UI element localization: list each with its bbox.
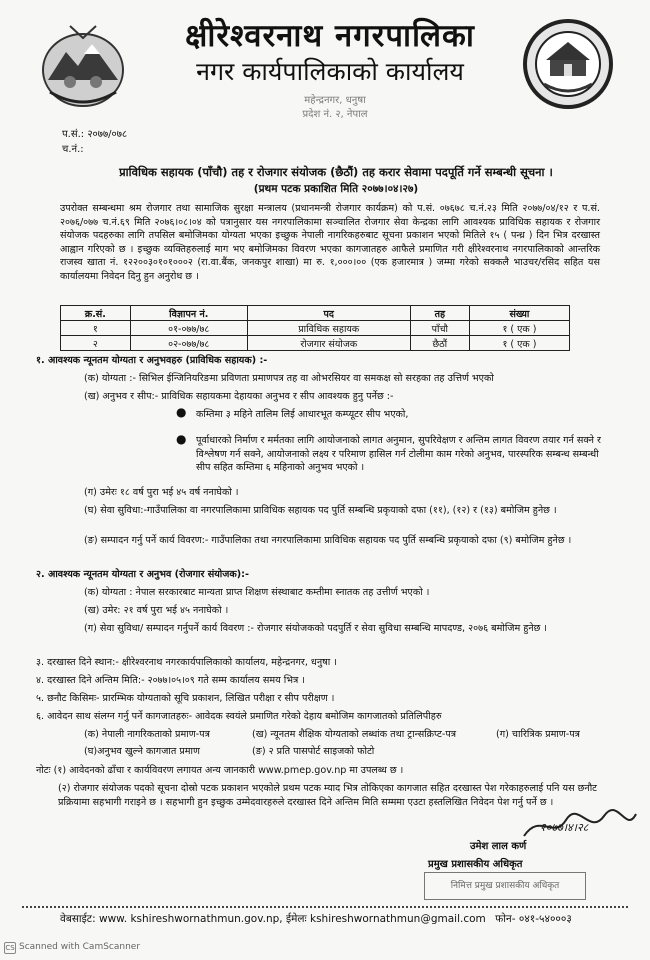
ps-value: २०७७/०७८ bbox=[87, 129, 128, 140]
table-cell: १ bbox=[61, 321, 131, 336]
application-place: ३. दरखास्त दिने स्थान:- क्षीरेश्वरनाथ नगरकार्यपालिकाको कार्यालय, महेन्द्रनगर, धनुषा । bbox=[36, 657, 337, 668]
table-cell: १ ( एक ) bbox=[469, 336, 569, 351]
office-subtitle: नगर कार्यपालिकाको कार्यालय bbox=[196, 57, 464, 86]
table-header: संख्या bbox=[469, 306, 569, 321]
section1-qualification: (क) योग्यता :- सिभिल ईन्जिनियरिङमा प्रविणता प्रमाणपत्र तह वा ओभरसियर वा समकक्ष सो सरहका तह उत्तिर्ण भएको bbox=[84, 373, 494, 384]
notice-title: प्राविधिक सहायक (पाँचौ) तह र रोजगार संयोजक (छैठौं) तह करार सेवामा पदपूर्ति गर्ने सम्बन्धी सूचना । bbox=[119, 165, 553, 179]
selection-method: ५. छनौट किसिमः- प्रारम्भिक योग्यताको सूचि प्रकाशन, लिखित परीक्षा र सीप परीक्षण । bbox=[36, 693, 335, 704]
email-link[interactable]: kshireshwornathmun@gmail.com bbox=[310, 913, 486, 925]
vacancy-table bbox=[60, 305, 570, 351]
doc-transcript: (ख) न्यूनतम शैक्षिक योग्यताको लब्धांक तथा ट्रान्सक्रिप्ट-पत्र bbox=[252, 729, 457, 740]
website-link[interactable]: www. kshireshwornathmun.gov.np, bbox=[98, 913, 283, 925]
nepal-emblem-icon bbox=[40, 22, 126, 108]
table-header: तह bbox=[410, 306, 469, 321]
ps-label: प.सं.: bbox=[62, 129, 85, 140]
section2-heading: २. आवश्यक न्यूनतम योग्यता र अनुभव (रोजगार संयोजक):- bbox=[36, 569, 249, 580]
table-row bbox=[61, 336, 570, 351]
letter-number bbox=[62, 126, 127, 140]
section1-heading: १. आवश्यक न्यूनतम योग्यता र अनुभवहरु (प्राविधिक सहायक) :- bbox=[36, 355, 268, 366]
email-label: ईमेलः bbox=[285, 913, 307, 925]
doc-character: (ग) चारित्रिक प्रमाण-पत्र bbox=[496, 729, 580, 740]
municipality-logo-icon bbox=[522, 18, 614, 110]
section1-bullet-1: कम्तिमा ३ महिने तालिम लिई आधारभूत कम्प्यूटर सीप भएको, bbox=[196, 409, 409, 420]
phone-number: फोन- ०४१-५४०००३ bbox=[495, 913, 572, 925]
website-label: वेबसाईट: bbox=[60, 913, 96, 925]
application-deadline: ४. दरखास्त दिने अन्तिम मिति:- २०७७।०५।०९ गते सम्म कार्यालय समय भित्र । bbox=[36, 675, 305, 686]
notice-subtitle: (प्रथम पटक प्रकाशित मिति २०७७।०४।२७) bbox=[253, 183, 419, 195]
table-row bbox=[61, 321, 570, 336]
signatory-name: उमेश लाल कर्ण bbox=[470, 841, 527, 852]
bullet-icon: ● bbox=[176, 405, 187, 419]
camscanner-icon: CS bbox=[5, 944, 15, 952]
note-1: नोटः (१) आवेदनको ढाँचा र कार्यविवरण लगायत अन्य जानकारी www.pmep.gov.np मा उपलब्ध छ । bbox=[36, 765, 404, 776]
municipality-title: क्षीरेश्वरनाथ नगरपालिका bbox=[185, 18, 475, 54]
table-cell: छैठौं bbox=[410, 336, 469, 351]
office-stamp bbox=[260, 92, 410, 158]
section2-benefits: (ग) सेवा सुविधा/ सम्पादन गर्नुपर्ने कार्य विवरण :- रोजगार संयोजकको पदपुर्ति र सेवा सुविधा सम्बन्धि मापदण्ड, २०७६ बमोजिम हुनेछ । bbox=[84, 623, 548, 634]
table-header: विज्ञापन नं. bbox=[130, 306, 247, 321]
section1-duties: (ङ) सम्पादन गर्नु पर्ने कार्य विवरण:- गाउँपालिका तथा नगरपालिकामा प्राविधिक सहायक पद पुर्ति सम्बन्धि प्रकृयाको दफा (९) बमोजिम हुनेछ । bbox=[84, 535, 572, 546]
section1-bullet-2: पूर्वाधारको निर्माण र मर्मतका लागि आयोजनाको लागत अनुमान, सुपरिवेक्षण र अन्तिम लागत विवरण तयार गर्न सक्ने र विश्लेषण गर्न सक्ने, आयोजनाको लक्ष्य र परिमाण हासिल गर्न टोलीमा काम गरेको अनुभव, पारस्परिक सम्बन्ध सम्बन्धी सीप सहित कम्तिमा ६ महिनाको अनुभव भएको । bbox=[196, 435, 601, 473]
table-cell: रोजगार संयोजक bbox=[247, 336, 410, 351]
footer-divider bbox=[22, 906, 628, 908]
section1-experience: (ख) अनुभव र सीप:- प्राविधिक सहायकमा देहायका अनुभव र सीप आवश्यक हुनु पर्नेछ :- bbox=[84, 391, 394, 402]
doc-citizenship: (क) नेपाली नागरिकताको प्रमाण-पत्र bbox=[84, 729, 210, 740]
section2-age: (ख) उमेर: २१ वर्ष पुरा भई ४५ ननाघेको । bbox=[84, 605, 229, 616]
doc-photo: (ङ) २ प्रति पासपोर्ट साइजको फोटो bbox=[252, 746, 375, 757]
section2-qualification: (क) योग्यता : नेपाल सरकारबाट मान्यता प्राप्त शिक्षण संस्थाबाट कम्तीमा स्नातक तह उत्तीर्ण भएको । bbox=[84, 587, 430, 598]
table-cell: ०१-०७७/७८ bbox=[130, 321, 247, 336]
table-header-row bbox=[61, 306, 570, 321]
note-2: (२) रोजगार संयोजक पदको सूचना दोस्रो पटक प्रकाशन भएकोले प्रथम पटक म्याद भित्र तोकिएका कागजात सहित दरखास्त पेश गरेकाहरुलाई पनि यस छनौट प्रक्रियामा सहभागी गराइने छ । सहभागी हुन इच्छुक उम्मेदवारहरुले दरखास्त दिने अन्तिम मिति सम्ममा एउटा हस्तलिखित निवेदन पेश गर्नु पर्ने छ । bbox=[58, 783, 598, 808]
doc-experience: (घ)अनुभव खुल्ने कागजात प्रमाण bbox=[84, 746, 200, 757]
table-header: क्र.सं. bbox=[61, 306, 131, 321]
dispatch-number bbox=[62, 141, 84, 155]
required-documents: ६. आवेदन साथ संलग्न गर्नु पर्ने कागजातहरुः- आवेदक स्वयंले प्रमाणित गरेको देहाय बमोजिम कागजातको प्रतिलिपीहरु bbox=[36, 711, 442, 722]
handwritten-date: २०७७।४।२८ bbox=[540, 821, 589, 834]
cn-label: च.नं.: bbox=[62, 144, 84, 155]
signature-stamp: निमित्त प्रमुख प्रशासकीय अधिकृत bbox=[424, 872, 586, 900]
table-cell: २ bbox=[61, 336, 131, 351]
signatory-title: प्रमुख प्रशासकीय अधिकृत bbox=[428, 859, 523, 870]
intro-paragraph: उपरोक्त सम्बन्धमा श्रम रोजगार तथा सामाजिक सुरक्षा मन्त्रालय (प्रधानमन्त्री रोजगार कार्यक्रम) को प.सं. ०७६७८ च.नं.२३ मिति २०७७/०४/१२ र प.सं. २०७६/०७७ च.नं.६९ मिति २०७६।०८।०४ को पत्रानुसार यस नगरपालिकामा सञ्चालित रोजगार सेवा केन्द्रका लागि आवश्यक प्राविधिक सहायक र रोजगार संयोजक पदहरुका लागि तपसिल बमोजिमका योग्यता भएका इच्छुक नेपाली नागरिकहरुबाट सूचना प्रकाशन भएको मितिले १५ ( पन्ध्र ) दिन भित्र दरखास्त आह्वान गरिएको छ । इच्छुक व्यक्तिहरुलाई माग भए बमोजिमका विवरण भएका कागजातहरु आफैले प्रमाणित गरी क्षीरेश्वरनाथ नगरपालिकाको आन्तरिक राजस्व खाता नं. १२२००३०१०१०००२ (रा.वा.बैंक, जनकपुर शाखा) मा रु. १,०००।०० (एक हजारमात्र ) जम्मा गरेको सक्कलै भाउचर/रसिद सहित यस कार्यालयमा निवेदन दिनु हुन अनुरोध छ । bbox=[60, 203, 600, 282]
table-cell: ०२-०७७/७८ bbox=[130, 336, 247, 351]
stamp-line-1: महेन्द्रनगर, धनुषा bbox=[304, 95, 366, 106]
section1-benefits: (घ) सेवा सुविधा:-गाउँपालिका वा नगरपालिकामा प्राविधिक सहायक पद पुर्ति सम्बन्धि प्रकृयाको दफा (११), (१२) र (१३) बमोजिम हुनेछ । bbox=[84, 505, 557, 516]
table-header: पद bbox=[247, 306, 410, 321]
scanner-text: Scanned with CamScanner bbox=[19, 942, 141, 952]
table-cell: १ ( एक ) bbox=[469, 321, 569, 336]
table-cell: प्राविधिक सहायक bbox=[247, 321, 410, 336]
bullet-icon: ● bbox=[176, 432, 187, 446]
scanner-watermark bbox=[4, 942, 140, 954]
section1-age: (ग) उमेरः १८ वर्ष पुरा भई ४५ वर्ष ननाघेको । bbox=[84, 487, 239, 498]
footer-contact bbox=[60, 912, 620, 926]
stamp-line-2: प्रदेश नं. २, नेपाल bbox=[302, 109, 368, 120]
table-cell: पाँचौ bbox=[410, 321, 469, 336]
